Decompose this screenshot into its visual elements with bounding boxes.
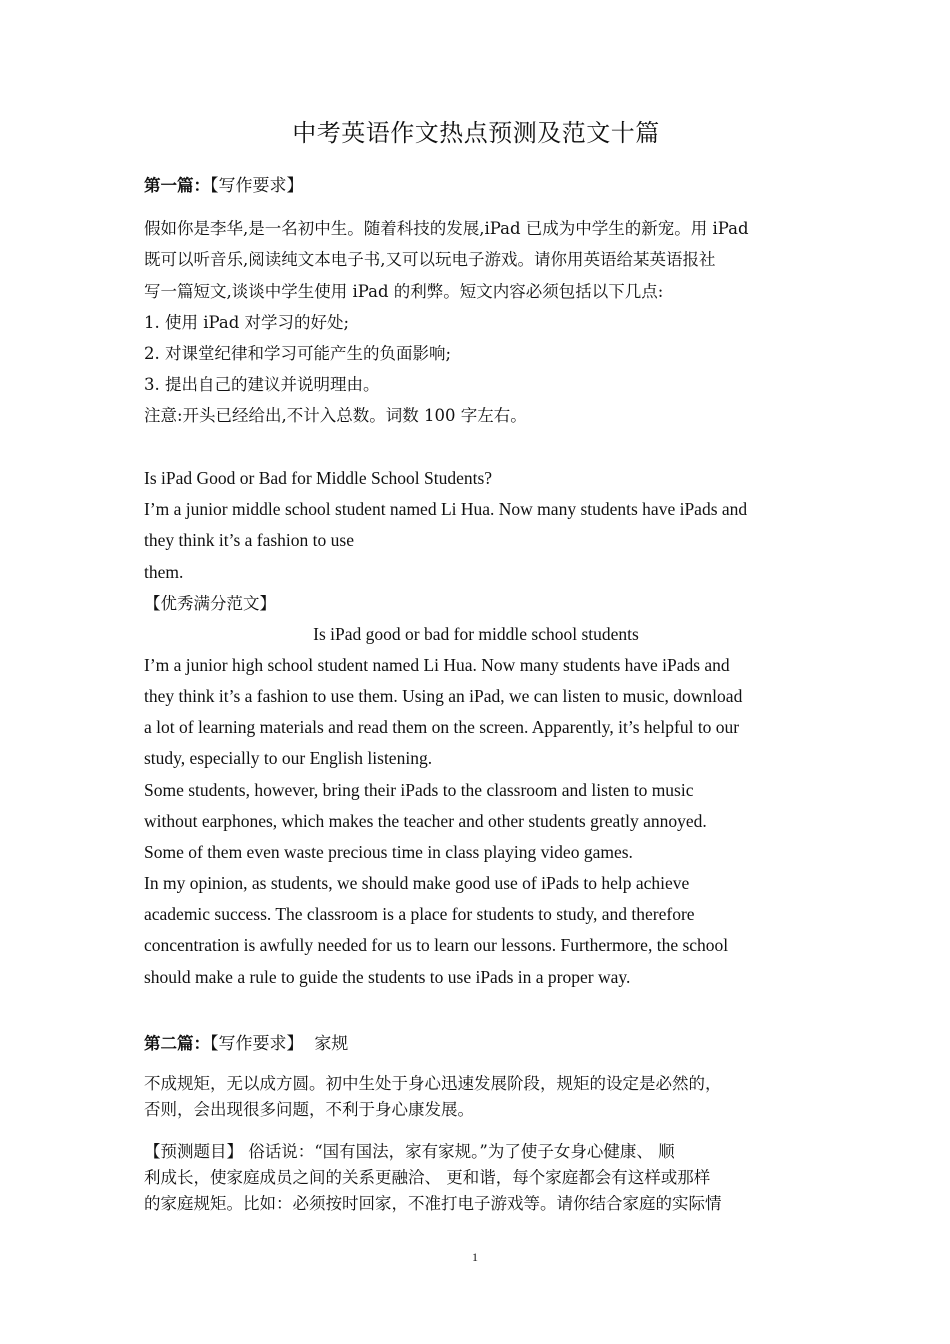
sample-essay-line: In my opinion, as students, we should make good use of iPads to help achieve bbox=[144, 873, 690, 893]
sample-essay-line: concentration is awfully needed for us to learn our lessons. Furthermore, the school bbox=[144, 935, 729, 955]
sample-essay-line: a lot of learning materials and read them on the screen. Apparently, it’s helpful to our bbox=[144, 717, 740, 737]
sample-essay-line: Some of them even waste precious time in class playing video games. bbox=[144, 842, 633, 862]
essay2-heading-topic: 家规 bbox=[314, 1034, 349, 1054]
essay1-given-title: Is iPad Good or Bad for Middle School Students? bbox=[144, 468, 493, 488]
essay1-prompt-line: 假如你是李华,是一名初中生。随着科技的发展,iPad 已成为中学生的新宠。用 iPad bbox=[144, 219, 749, 238]
sample-essay-line: without earphones, which makes the teacher and other students greatly annoyed. bbox=[144, 811, 707, 831]
sample-essay-line: they think it’s a fashion to use them. Using an iPad, we can listen to music, download bbox=[144, 686, 743, 706]
sample-essay-title: Is iPad good or bad for middle school students bbox=[313, 624, 639, 644]
essay1-prompt-line: 既可以听音乐,阅读纯文本电子书,又可以玩电子游戏。请你用英语给某英语报社 bbox=[144, 250, 716, 269]
essay1-prompt-point: 3. 提出自己的建议并说明理由。 bbox=[144, 375, 380, 394]
sample-essay-line: study, especially to our English listening. bbox=[144, 748, 433, 768]
essay1-heading-tag: 【写作要求】 bbox=[210, 176, 304, 196]
essay1-given-line: they think it’s a fashion to use bbox=[144, 530, 354, 550]
essay2-prediction-line: 【预测题目】 俗话说：“国有国法，家有家规。”为了使子女身心健康、 顺 bbox=[144, 1142, 675, 1161]
essay1-prompt-point: 2. 对课堂纪律和学习可能产生的负面影响; bbox=[144, 344, 452, 363]
sample-essay-line: Some students, however, bring their iPads to the classroom and listen to music bbox=[144, 780, 694, 800]
essay2-intro-line: 不成规矩，无以成方圆。初中生处于身心迅速发展阶段，规矩的设定是必然的， bbox=[144, 1074, 722, 1093]
sample-essay-line: academic success. The classroom is a place for students to study, and therefore bbox=[144, 904, 695, 924]
essay1-prompt-note: 注意:开头已经给出,不计入总数。词数 100 字左右。 bbox=[144, 406, 527, 425]
document-title: 中考英语作文热点预测及范文十篇 bbox=[292, 119, 660, 147]
essay1-heading bbox=[144, 174, 304, 198]
essay2-heading-tag: 【写作要求】 bbox=[210, 1034, 304, 1054]
essay1-given-line: I’m a junior middle school student named Li Hua. Now many students have iPads and bbox=[144, 499, 748, 519]
essay1-prompt-line: 写一篇短文,谈谈中学生使用 iPad 的利弊。短文内容必须包括以下几点: bbox=[144, 282, 664, 301]
page-number: 1 bbox=[472, 1250, 478, 1264]
essay1-heading-number: 第一篇： bbox=[144, 176, 210, 195]
sample-essay-label: 【优秀满分范文】 bbox=[144, 594, 276, 613]
essay2-intro-line: 否则，会出现很多问题，不利于身心康发展。 bbox=[144, 1100, 474, 1119]
sample-essay-line: I’m a junior high school student named Li Hua. Now many students have iPads and bbox=[144, 655, 730, 675]
essay2-prediction-line: 利成长，使家庭成员之间的关系更融洽、 更和谐，每个家庭都会有这样或那样 bbox=[144, 1168, 711, 1187]
essay1-given-line: them. bbox=[144, 562, 184, 582]
essay1-prompt-point: 1. 使用 iPad 对学习的好处; bbox=[144, 313, 350, 332]
essay2-heading-number: 第二篇： bbox=[144, 1034, 210, 1053]
essay2-heading bbox=[144, 1032, 348, 1056]
sample-essay-line: should make a rule to guide the students to use iPads in a proper way. bbox=[144, 967, 631, 987]
essay2-prediction-line: 的家庭规矩。比如：必须按时回家，不准打电子游戏等。请你结合家庭的实际情 bbox=[144, 1194, 722, 1213]
